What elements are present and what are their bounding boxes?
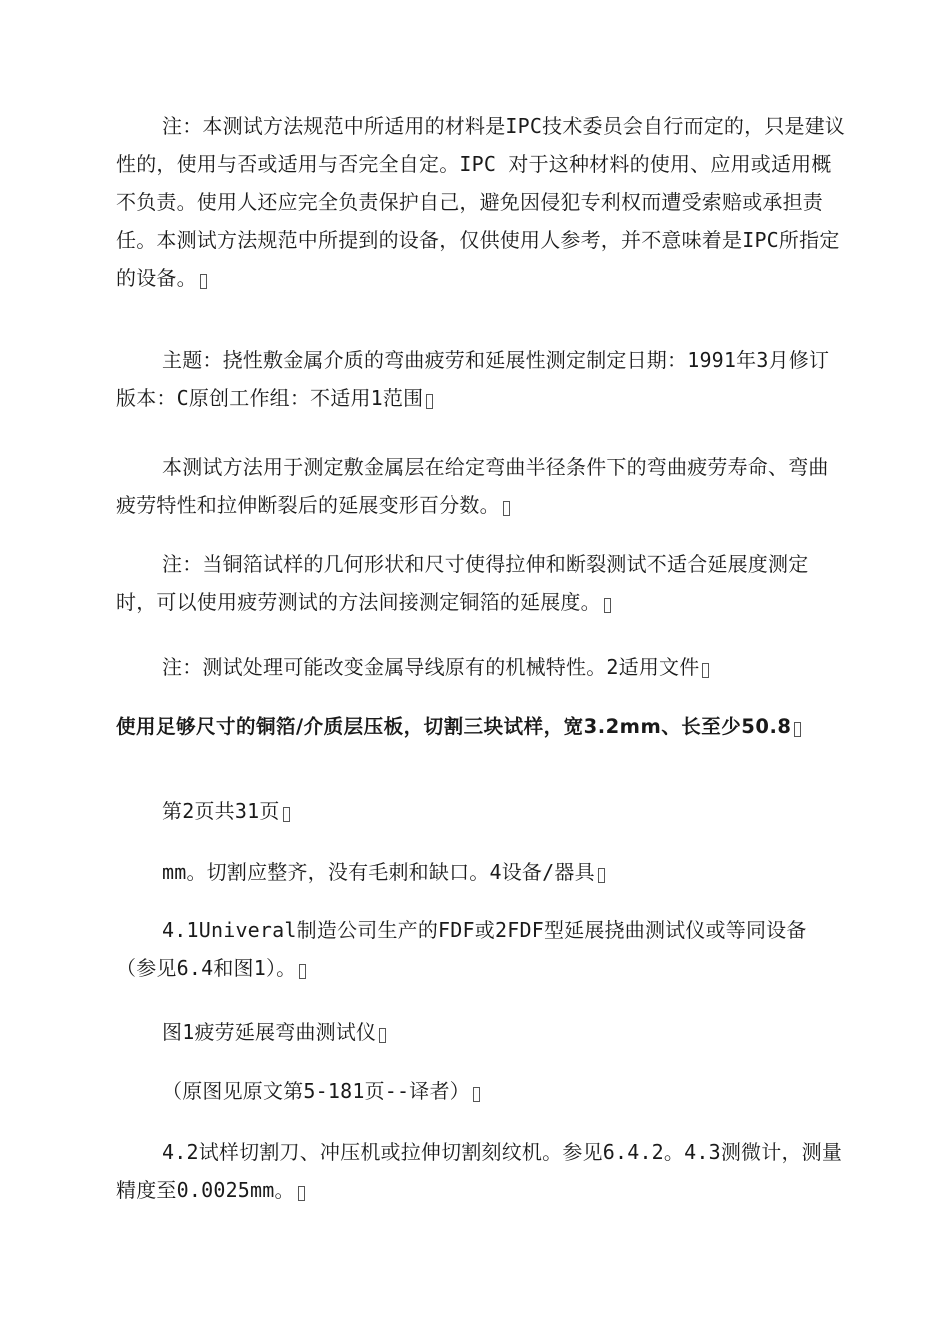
paragraph-note-ipc [116,107,846,297]
paragraph-equipment-4-1 [116,911,846,987]
paragraph-specimen-cutting [116,708,846,746]
paragraph-mark-icon [298,1186,305,1201]
paragraph-figure-caption [116,1013,846,1051]
paragraph-mark-icon [379,1028,386,1043]
paragraph-text: 4.2试样切割刀、冲压机或拉伸切割刻纹机。参见6.4.2。4.3测微计，测量精度至0.0025mm。 [116,1140,843,1202]
paragraph-subject [116,341,846,417]
paragraph-mark-icon [604,598,611,613]
paragraph-mark-icon [283,807,290,822]
paragraph-text: 第2页共31页 [162,799,280,823]
paragraph-scope [116,448,846,524]
paragraph-text: 主题：挠性敷金属介质的弯曲疲劳和延展性测定制定日期：1991年3月修订版本：C原创工作组：不适用1范围 [116,348,830,410]
paragraph-text: 图1疲劳延展弯曲测试仪 [162,1020,377,1044]
paragraph-figure-note [116,1072,846,1110]
paragraph-text: 注：测试处理可能改变金属导线原有的机械特性。2适用文件 [162,655,700,679]
paragraph-cutting-quality [116,853,846,891]
paragraph-equipment-4-2 [116,1133,846,1209]
paragraph-note-treatment [116,648,846,686]
paragraph-text: 注：当铜箔试样的几何形状和尺寸使得拉伸和断裂测试不适合延展度测定时，可以使用疲劳测试的方法间接测定铜箔的延展度。 [116,552,809,614]
paragraph-note-copper [116,545,846,621]
paragraph-page-number [116,792,846,830]
paragraph-mark-icon [794,722,801,737]
paragraph-mark-icon [702,663,709,678]
paragraph-mark-icon [426,394,433,409]
paragraph-mark-icon [503,501,510,516]
paragraph-mark-icon [299,964,306,979]
paragraph-mark-icon [473,1087,480,1102]
paragraph-text: mm。切割应整齐，没有毛刺和缺口。4设备/器具 [162,860,595,884]
paragraph-mark-icon [598,868,605,883]
paragraph-text: 使用足够尺寸的铜箔/介质层压板，切割三块试样，宽3.2mm、长至少50.8 [116,715,792,738]
paragraph-text: 注：本测试方法规范中所适用的材料是IPC技术委员会自行而定的，只是建议性的，使用与否或适用与否完全自定。IPC 对于这种材料的使用、应用或适用概不负责。使用人还应完全负责保护自己，避免因侵犯专利权而遭受索赔或承担责任。本测试方法规范中所提到的设备，仅供使用人参考，并不意味着是IPC所指定的设备。 [116,114,846,290]
paragraph-mark-icon [200,274,207,289]
paragraph-text: 4.1Univeral制造公司生产的FDF或2FDF型延展挠曲测试仪或等同设备（参见6.4和图1）。 [116,918,807,980]
paragraph-text: 本测试方法用于测定敷金属层在给定弯曲半径条件下的弯曲疲劳寿命、弯曲疲劳特性和拉伸断裂后的延展变形百分数。 [116,455,829,517]
paragraph-text: （原图见原文第5-181页--译者） [162,1079,470,1103]
